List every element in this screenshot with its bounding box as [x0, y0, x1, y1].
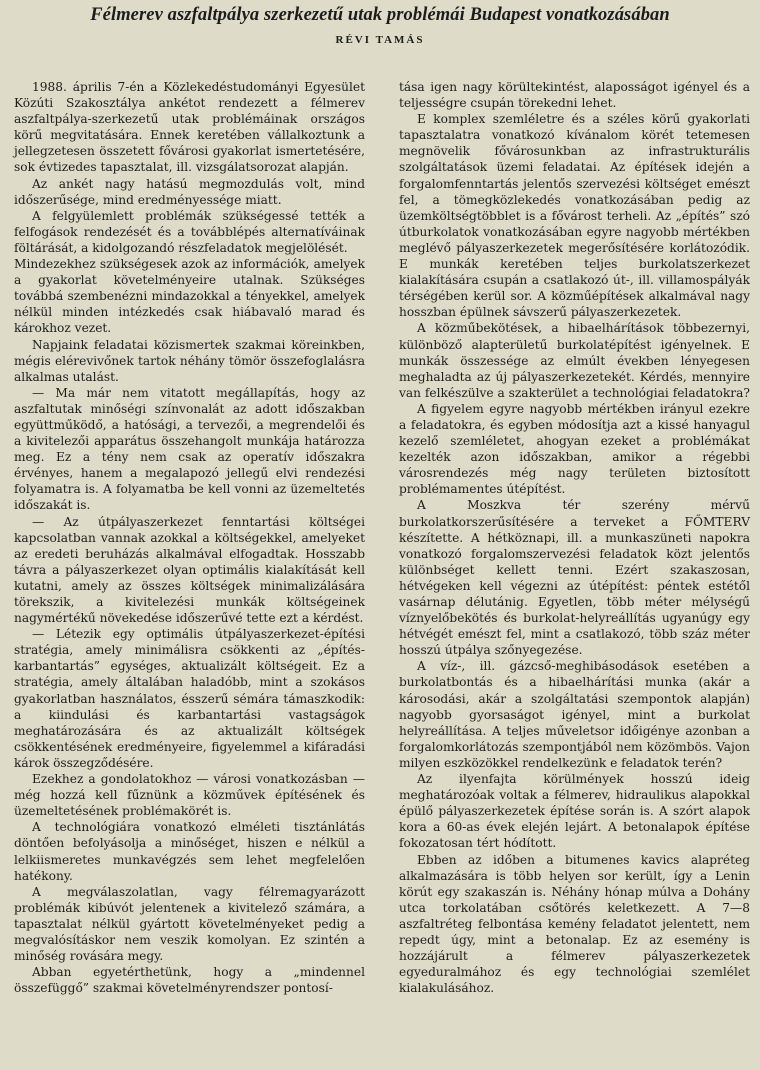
paragraph: 1988. április 7-én a Közlekedéstudományi Egyesület Közúti Szakosztálya ankétot rendezett a félmerev aszfaltpálya-szerkezetű utak problémáinak országos körű megvitatására. Ennek keretében vállalkoztunk a jellegzetesen összetett fővárosi gyakorlat ismertetésére, sok évtizedes tapasztalat, ill. vizsgálatsorozat alapján. [14, 80, 365, 175]
right-column [399, 79, 750, 996]
paragraph: tása igen nagy körültekintést, alaposságot igényel és a teljességre csupán törekedni lehet. [399, 80, 750, 111]
paragraph: — Az útpályaszerkezet fenntartási költségei kapcsolatban vannak azokkal a költségekkel, amelyeket az eredeti beruházás alkalmával elfogadtak. Hosszabb távra a pályaszerkezet olyan optimális kialakítását kell kutatni, amely az összes költségek minimalizálására törekszik, a kivitelezési munkák költségeinek nagymértékű növekedése időszerűvé tette ezt a kérdést. [14, 514, 365, 626]
paragraph: A technológiára vonatkozó elméleti tisztánlátás döntően befolyásolja a minőséget, hiszen e nélkül a lelkiismeretes munkavégzés sem lehet megfelelően hatékony. [14, 820, 365, 883]
article-title: Félmerev aszfaltpálya szerkezetű utak problémái Budapest vonatkozásában [90, 5, 670, 25]
paragraph: A megválaszolatlan, vagy félremagyarázott problémák kibúvót jelentenek a kivitelező számára, a tapasztalat nélkül gyártott követelményeket pedig a megvalósításkor nem veszik komolyan. Ez szintén a minőség rovására megy. [14, 884, 365, 964]
paragraph: — Létezik egy optimális útpályaszerkezet-építési stratégia, amely minimálisra csökkenti az „építés-karbantartás” egységes, aktualizált költségeit. Ez a stratégia, amely általában haladóbb, mint a szokásos gyakorlatban használatos, ésszerű sémára támaszkodik: a kiindulási és karbantartási vastagságok meghatározására és az aktualizált költségek csökkentésének eredményeire, figyelemmel a kifáradási károk összegződésére. [14, 627, 365, 770]
paragraph: A Moszkva tér szerény mérvű burkolatkorszerűsítésére a terveket a FŐMTERV készítette. A hétköznapi, ill. a munkaszüneti napokra vonatkozó forgalomszervezési feladatok közt jelentős különbséget kellett tenni. Ezért szakaszosan, hétvégeken kell végezni az útépítést: péntek estétől vasárnap délutánig. Egyetlen, több méter mélységű víznyelőbekötés és burkolat-helyreállítás ugyanúgy egy hétvégét emészt fel, mint a csatlakozó, több száz méter hosszú útpálya szőnyegezése. [399, 498, 750, 658]
paragraph: A figyelem egyre nagyobb mértékben irányul ezekre a feladatokra, és egyben módosítja azt a kissé hanyagul kezelő szemléletet, ahogyan ezeket a problémákat kezelték azon időszakban, amikor a régebbi városrendezés még nagy területen biztosított problémamentes útépítést. [399, 401, 750, 497]
paragraph: A víz-, ill. gázcső-meghibásodások esetében a burkolatbontás és a hibaelhárítási munka (akár a károsodási, akár a szolgáltatási szempontok alapján) nagyobb gyorsaságot igényel, mint a burkolat helyreállítása. A teljes műveletsor időigénye azonban a forgalomkorlátozás szempontjából nem közömbös. Vajon milyen eszközökkel rendelkezünk e feladatok terén? [399, 659, 750, 770]
paragraph: Az ankét nagy hatású megmozdulás volt, mind időszerűsége, mind eredményessége miatt. [14, 176, 365, 207]
paragraph: Abban egyetérthetünk, hogy a „mindennel összefüggő” szakmai követelményrendszer pontosí- [14, 965, 365, 996]
author-name: RÉVI TAMÁS [335, 34, 425, 46]
paragraph: Napjaink feladatai közismertek szakmai köreinkben, mégis elérevivőnek tartok néhány tömör összefoglalásra alkalmas utalást. [14, 337, 365, 384]
paragraph: — Ma már nem vitatott megállapítás, hogy az aszfaltutak minőségi színvonalát az adott időszakban együttműködő, a hatósági, a tervezői, a megrendelői és a kivitelezői apparátus összehangolt munkája határozza meg. Ez a tény nem csak az operatív időszakra érvényes, hanem a megalapozó jellegű elvi rendezési folyamatra is. A folyamatba be kell vonni az üzemeltetés időszakát is. [14, 385, 365, 513]
paragraph: A felgyülemlett problémák szükségessé tették a felfogások rendezését és a továbblépés alternatíváinak föltárását, a kidolgozandó részfeladatok megjelölését. [14, 208, 365, 255]
paragraph: A közműbekötések, a hibaelhárítások többezernyi, különböző alapterületű burkolatépítést igényelnek. E munkák összessége az elmúlt években lényegesen meghaladta az új pályaszerkezetekét. Kérdés, mennyire van felkészülve a szakterület a technológiai feladatokra? [399, 321, 750, 400]
paragraph: Mindezekhez szükségesek azok az információk, amelyek a gyakorlat követelményeire utalnak. Szükséges továbbá szembenézni mindazokkal a tényekkel, amelyek nélkül minden intézkedés csak hiábavaló marad és károkhoz vezet. [14, 257, 365, 336]
paragraph: Ebben az időben a bitumenes kavics alapréteg alkalmazására is több helyen sor került, így a Lenin körút egy szakaszán is. Néhány hónap múlva a Dohány utca torkolatában csőtörés keletkezett. A 7—8 aszfaltréteg felbontása kemény feladatot jelentett, nem repedt úgy, mint a betonalap. Ez az esemény is hozzájárult a félmerev pályaszerkezetek egyeduralmához és egy technológiai szemlélet kialakulásához. [399, 852, 750, 996]
paragraph: E komplex szemléletre és a széles körű gyakorlati tapasztalatra vonatkozó kívánalom körét tetemesen megnövelik fővárosunkban az infrastrukturális szolgáltatások üzemi feladatai. Az építések idején a forgalomfenntartás jelentős szervezési költséget emészt fel, a tömegközlekedés vonatkozásában pedig az üzemköltségtöbblet is a fővárost terheli. Az „építés” szó útburkolatok vonatkozásában egyre nagyobb mértékben meglévő pályaszerkezetek megerősítésére korlátozódik. E munkák keretében teljes burkolatszerkezet kialakítására csupán a csatlakozó út-, ill. villamospályák térségében kerül sor. A közműépítések alkalmával nagy hosszban épülnek sávszerű pályaszerkezetek. [399, 112, 750, 320]
left-column [14, 79, 365, 996]
paragraph: Ezekhez a gondolatokhoz — városi vonatkozásban — még hozzá kell fűznünk a közművek építésének és üzemeltetésének problémakörét is. [14, 772, 365, 819]
paragraph: Az ilyenfajta körülmények hosszú ideig meghatározóak voltak a félmerev, hidraulikus alapokkal épülő pályaszerkezetek építése során is. A szórt alapok kora a 60-as évek elején lejárt. A betonalapok építése fokozatosan tért hódított. [399, 772, 750, 851]
